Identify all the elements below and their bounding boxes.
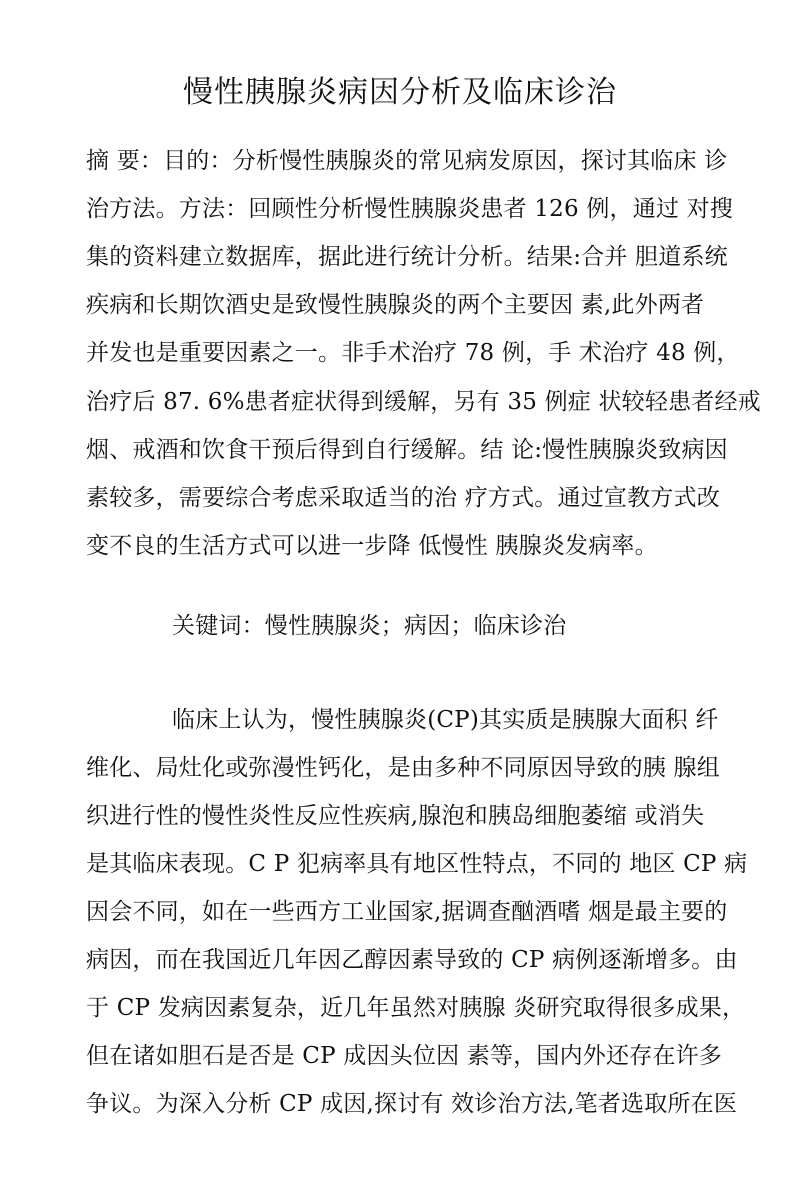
- abstract-line: 疾病和长期饮酒史是致慢性胰腺炎的两个主要因 素,此外两者: [86, 292, 705, 318]
- body-line: 维化、局灶化或弥漫性钙化，是由多种不同原因导致的胰 腺组: [86, 755, 720, 781]
- body-line: 临床上认为，慢性胰腺炎(CP)其实质是胰腺大面积 纤: [172, 707, 719, 733]
- body-line: 于 CP 发病因素复杂，近几年虽然对胰腺 炎研究取得很多成果，: [86, 995, 746, 1021]
- abstract-line: 变不良的生活方式可以进一步降 低慢性 胰腺炎发病率。: [86, 533, 658, 559]
- document-title: 慢性胰腺炎病因分析及临床诊治: [183, 75, 617, 110]
- body-line: 织进行性的慢性炎性反应性疾病,腺泡和胰岛细胞萎缩 或消失: [86, 803, 705, 829]
- abstract-line: 集的资料建立数据库，据此进行统计分析。结果:合并 胆道系统: [86, 244, 728, 270]
- body-line: 病因，而在我国近几年因乙醇因素导致的 CP 病例逐渐增多。由: [86, 947, 738, 973]
- abstract-line: 素较多，需要综合考虑采取适当的治 疗方式。通过宣教方式改: [86, 485, 720, 511]
- abstract-line: 烟、戒酒和饮食干预后得到自行缓解。结 论:慢性胰腺炎致病因: [86, 437, 728, 463]
- body-line: 争议。为深入分析 CP 成因,探讨有 效诊治方法,笔者选取所在医: [86, 1091, 738, 1117]
- abstract-line: 并发也是重要因素之一。非手术治疗 78 例，手 术治疗 48 例，: [86, 340, 740, 366]
- body-line: 但在诸如胆石是否是 CP 成因头位因 素等，国内外还存在许多: [86, 1043, 723, 1069]
- abstract-line: 治疗后 87. 6%患者症状得到缓解，另有 35 例症 状较轻患者经戒: [86, 389, 761, 415]
- body-line: 是其临床表现。C P 犯病率具有地区性特点，不同的 地区 CP 病: [86, 851, 748, 877]
- keywords: 关键词：慢性胰腺炎；病因；临床诊治: [172, 613, 567, 639]
- abstract-line: 摘 要：目的：分析慢性胰腺炎的常见病发原因，探讨其临床 诊: [86, 148, 728, 174]
- body-line: 因会不同，如在一些西方工业国家,据调查酗酒嗜 烟是最主要的: [86, 899, 728, 925]
- abstract-line: 治方法。方法：回顾性分析慢性胰腺炎患者 126 例，通过 对搜: [86, 196, 734, 222]
